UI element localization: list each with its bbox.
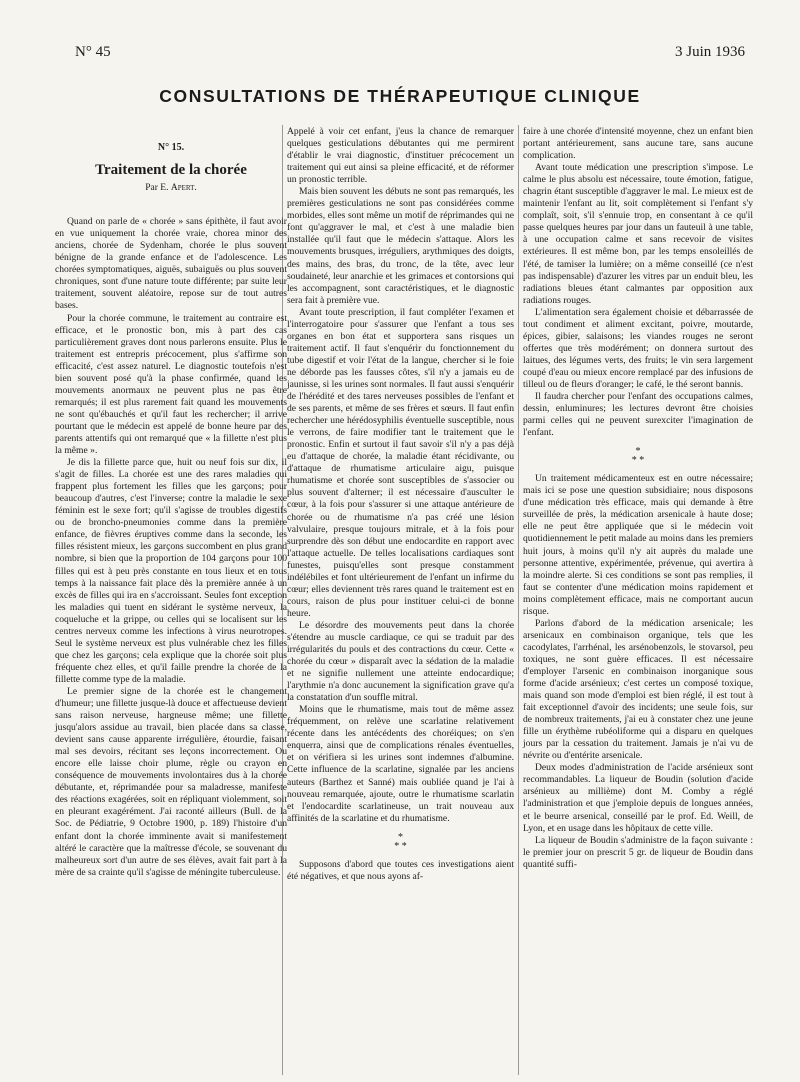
paragraph: Je dis la fillette parce que, huit ou neuf fois sur dix, il s'agit de filles. La chorée est une des rares maladies qui frappent plus fortement les filles que les garçons; pour beaucoup d'autres, c'est l'inverse; contre la maladie le sexe féminin est le sexe fort; qu'il s'agisse de troubles digestifs ou de broncho-pneumonies comme dans la première enfance, de fièvres éruptives comme dans la seconde, les filles résistent mieux, les garçons succombent en plus grand nombre, si bien que la proportion de 104 garçons pour 100 filles qui est à peu près constante en tous lieux et en tous temps à la naissance fait place dès la première année à un excès de filles qui ira en s'accroissant. Seules font exception les maladies qui tuent en sidérant le système nerveux, la coqueluche et la grippe, ou celles qui se localisent sur les centres nerveux comme les infections à virus neurotropes. Seul le système nerveux est plus vulnérable chez les filles que chez les garçons; cela explique que la chorée soit plus fréquente chez elles, et qu'il faille prendre la chorée de la fillette comme type de la maladie.: [55, 457, 287, 685]
column-1-body: [55, 216, 287, 879]
article-author: [55, 182, 287, 194]
paragraph: Avant toute médication une prescription s'impose. Le calme le plus absolu est nécessaire, toute émotion, fatigue, chagrin étant susceptible d'aggraver le mal. Le mieux est de maintenir l'enfant au lit, soit complètement si l'enfant s'y complaît, soit, s'il s'ennuie trop, en consentant à ce qu'il passe quelques heures par jour dans un fauteuil à une table, à une occupation calme et sans recevoir de visites extérieures. Il est même bon, par les temps ensoleillés de l'été, de tamiser la lumière; on a même conseillé (ce n'est pas indispensable) d'azurer les vitres par un enduit bleu, les radiations bleues étant calmantes par opposition aux radiations rouges.: [523, 162, 753, 306]
paragraph: Mais bien souvent les débuts ne sont pas remarqués, les premières gesticulations ne sont pas considérées comme morbides, elles sont même un motif de réprimandes qui ne font qu'aggraver le mal, et c'est à une maladie bien installée qu'il faut que le médecin s'attaque. Alors les mouvements brusques, irréguliers, arythmiques des doigts, des mains, des bras, du tronc, de la tête, avec leur soudaineté, leur anarchie et les grimaces et contorsions qui les accompagnent, sont caractéristiques, et le diagnostic sera fait à première vue.: [287, 186, 514, 306]
column-2: [287, 126, 514, 883]
paragraph: Moins que le rhumatisme, mais tout de même assez fréquemment, on relève une scarlatine relativement récente dans les antécédents des choréiques; on s'en enquerra, ainsi que de complications rénales éventuelles, et on vérifiera si les urines sont indemnes d'albumine. Cette influence de la scarlatine, signalée par les anciens auteurs (Barthez et Sanné) mais oubliée quand je l'ai à nouveau remarquée, ajoute, outre le rhumatisme scarlatin et l'endocardite scarlatineuse, un trait nouveau aux affinités de la scarlatine et du rhumatisme.: [287, 704, 514, 824]
section-separator-stars: * * *: [631, 446, 645, 467]
article-title: Traitement de la chorée: [95, 162, 247, 179]
column-divider: [518, 125, 519, 1075]
paragraph: Il faudra chercher pour l'enfant des occupations calmes, dessin, enluminures; les lectures devront être choisies parmi celles qui ne peuvent surexciter l'imagination de l'enfant.: [523, 391, 753, 439]
paragraph: La liqueur de Boudin s'administre de la façon suivante : le premier jour on prescrit 5 gr. de liqueur de Boudin dans quantité suffi-: [523, 834, 753, 870]
paragraph: Quand on parle de « chorée » sans épithète, il faut avoir en vue uniquement la chorée vraie, chorea minor des anciens, chorée de Sydenham, chorée le plus souvent bénigne de la grande enfance et de l'adolescence. Les chorées symptomatiques, aiguës, subaiguës ou plus souvent chroniques, sont d'une nature toute différente; par suite leur traitement, souvent aléatoire, repose sur de tout autres bases.: [55, 216, 287, 312]
paragraph: faire à une chorée d'intensité moyenne, chez un enfant bien portant antérieurement, sans aucune tare, sans aucune complication.: [523, 126, 753, 162]
paragraph: Avant toute prescription, il faut compléter l'examen et l'interrogatoire pour s'assurer que l'enfant a tous ses organes en bon état et supportera sans risques un traitement actif. Il faut s'enquérir du fonctionnement du tube digestif et voir l'état de la langue, chercher si le foie ne déborde pas les fausses côtes, s'il n'y a jamais eu de jaunisse, si les urines sont normales. Il faut aussi s'enquérir de l'hérédité et des tares nerveuses possibles de l'enfant et de ses parents, et même de ses frères et sœurs. Il faut enfin rechercher une hérédosyphilis éventuelle susceptible, nous le verrons, de faire modifier tant le traitement que le pronostic. Enfin et surtout il faut savoir s'il n'y a pas déjà eu d'attaque de chorée, la maladie étant récidivante, ou d'attaque de rhumatisme articulaire aigu, puisque rhumatisme et chorée sont susceptibles de s'associer ou plus souvent d'alterner; il est nécessaire d'ausculter le cœur, à la fois pour s'assurer si une attaque antérieure de chorée ou de rhumatisme n'a pas créé une lésion valvulaire, presque toujours mitrale, et à la fois pour surprendre dès son début une endocardite en rapport avec l'attaque actuelle. De telles localisations cardiaques sont funestes, puisqu'elles sont presque constamment indélébiles et font ultérieurement de l'enfant un infirme du cœur; elles deviennent très rares quand le traitement est en cours, raison de plus pour instituer celui-ci de bonne heure.: [287, 306, 514, 619]
paragraph: Deux modes d'administration de l'acide arsénieux sont recommandables. La liqueur de Boudin (solution d'acide arsénieux au millième) dont M. Comby a réglé l'administration et que j'emploie depuis de longues années, et le beurre arsenical, conseillé par le prof. Ed. Weill, de Lyon, et en usage dans les hôpitaux de cette ville.: [523, 762, 753, 834]
section-title: CONSULTATIONS DE THÉRAPEUTIQUE CLINIQUE: [159, 86, 641, 106]
column-1: [55, 126, 287, 879]
section-separator-stars: * * *: [394, 831, 407, 852]
paragraph: Un traitement médicamenteux est en outre nécessaire; mais ici se pose une question subsidiaire; nous disposons d'une médication très efficace, mais qui demande à être surveillée de près, la médication arsenicale à haute dose; elle ne peut être appliquée que si le médecin voit quotidiennement le petit malade au moins dans les premiers huit jours, à moins qu'il n'y ait auprès du malade une personne attentive, expérimentée, prévenue, qui avertira à la moindre alerte. Si ces conditions se sont pas remplies, il faut se contenter d'une médication moins rapidement et moins complètement efficace, mais ne comportant aucun risque.: [523, 473, 753, 617]
article-number: N° 15.: [157, 142, 185, 153]
paragraph: Pour la chorée commune, le traitement au contraire est efficace, et le pronostic bon, mis à part des cas particulièrement graves dont nous parlerons ensuite. Plus le traitement est entrepris précocement, plus s'affirme son efficacité, c'est assez naturel. Le diagnostic toutefois n'est bien souvent posé qu'à la phase confirmée, quand les mouvements anormaux ne peuvent plus ne pas être remarqués; il est plus rarement fait quand les mouvements ne sont qu'ébauchés et qu'il faut les rechercher; il arrive pourtant que le médecin est appelé de bonne heure par des parents attentifs qui ont remarqué que « la fillette n'est plus la même ».: [55, 312, 287, 457]
author-prefix: Par E.: [145, 183, 171, 194]
paragraph: L'alimentation sera également choisie et débarrassée de tout condiment et aliment excitant, poivre, moutarde, épices, gibier, salaisons; les viandes rouges ne seront offertes que très modérément; on donnera surtout des laitues, des légumes verts, des fruits; le vin sera largement coupé d'eau ou mieux encore remplacé par des infusions de tilleul ou de fleurs d'oranger; le café, le thé seront bannis.: [523, 306, 753, 390]
author-name: Apert.: [170, 183, 197, 194]
paragraph: Parlons d'abord de la médication arsenicale; les arsenicaux en combinaison organique, tels que les cacodylates, l'arrhénal, les arsénobenzols, le stovarsol, peu toxiques, ne sont guère efficaces. Il est nécessaire d'employer l'arsenic en combinaison inorganique sous forme d'acide arsénieux; c'est certes un composé toxique, mais quand son mode d'emploi est bien réglé, il est tout à fait exceptionnel d'avoir des incidents; une seule fois, sur de nombreux traitements, j'ai eu à constater chez une jeune fille un érythème rubéoliforme qui a disparu en quelques jours par la cessation du traitement. Jamais je n'ai vu de névrite ou d'entérite arsenicale.: [523, 617, 753, 762]
page-header: [0, 44, 800, 64]
paragraph: Le premier signe de la chorée est le changement d'humeur; une fillette jusque-là douce et affectueuse devient sans raison nerveuse, hargneuse même; une fillette jusqu'alors assidue au travail, bien placée dans sa classe, devient sans cause apparente irrégulière, étourdie, faisant mal ses devoirs, récitant ses leçons incorrectement. Ou encore elle laisse choir plume, règle ou crayon en conséquence de mouvements involontaires dus à la chorée débutante, et, réprimandée pour sa maladresse, manifeste des réactions exagérées, soit en répliquant violemment, soit en pleurant exagérément. J'ai raconté ailleurs (Bull. de la Soc. de Pédiatrie, 9 Octobre 1900, p. 189) l'histoire d'un enfant dont la chorée imminente avait si manifestement altéré le caractère que la maîtresse d'école, se souvenant du malheureux sort d'un autre de ses élèves, avait fait part à la mère de sa crainte qu'il s'agisse de méningite tuberculeuse.: [55, 685, 287, 878]
issue-date: 3 Juin 1936: [674, 44, 745, 60]
column-3: [523, 126, 753, 871]
paragraph: Supposons d'abord que toutes ces investigations aient été négatives, et que nous ayons af-: [287, 858, 514, 882]
paragraph: Le désordre des mouvements peut dans la chorée s'étendre au muscle cardiaque, ce qui se traduit par des irrégularités du pouls et des contractions du cœur. Cette « chorée du cœur » disparaît avec la sédation de la maladie et ne signifie nullement une atteinte endocardique; l'arythmie n'a donc aucunement la signification grave qu'a la constatation d'un souffle mitral.: [287, 619, 514, 704]
issue-number: N° 45: [75, 44, 111, 60]
paragraph: Appelé à voir cet enfant, j'eus la chance de remarquer quelques gesticulations débutantes qui me permirent d'établir le vrai diagnostic, d'instituer précocement un traitement qui eut ainsi sa pleine efficacité, et de réformer un pronostic terrible.: [287, 126, 514, 186]
